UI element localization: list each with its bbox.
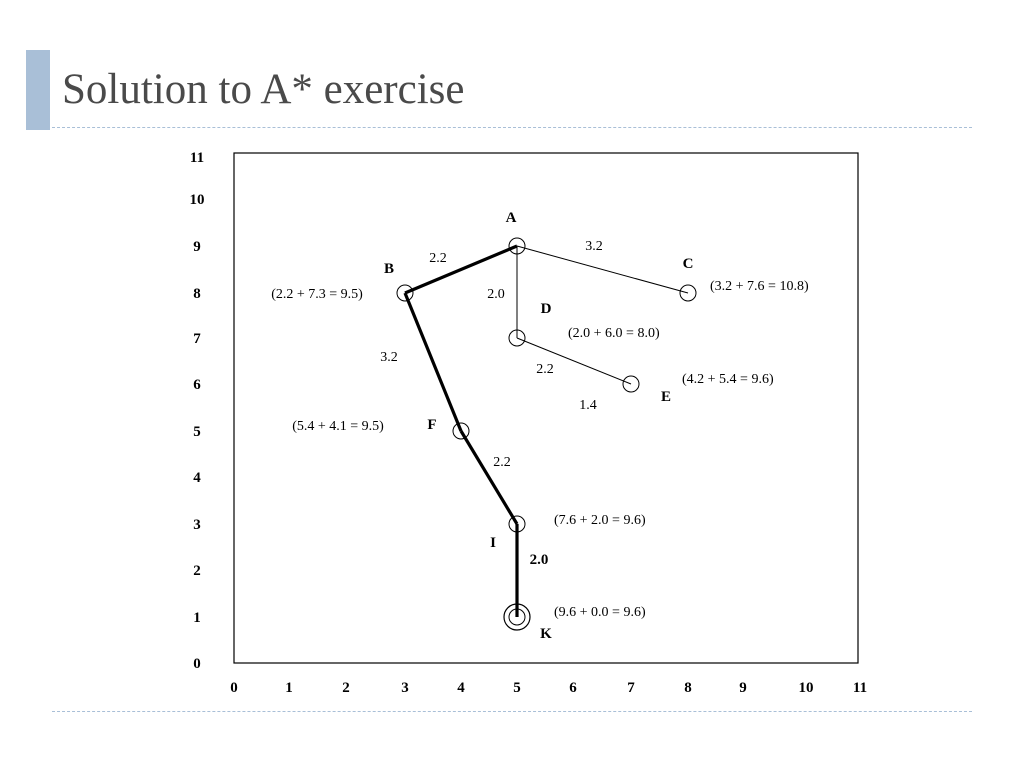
graph-nodes xyxy=(397,238,696,630)
node-label-C: C xyxy=(682,256,694,272)
y-tick-label: 4 xyxy=(193,470,201,486)
x-tick-label: 8 xyxy=(684,680,692,696)
x-tick-label: 1 xyxy=(285,680,293,696)
x-tick-label: 6 xyxy=(569,680,577,696)
y-tick-label: 8 xyxy=(193,286,201,302)
y-axis-ticks xyxy=(190,150,205,672)
edge-F-I-solution-path xyxy=(461,431,517,524)
x-tick-label: 9 xyxy=(739,680,747,696)
y-tick-label: 3 xyxy=(193,517,201,533)
edge-A-B-solution-path xyxy=(405,246,517,293)
extra-cost-labels xyxy=(579,398,597,413)
y-tick-label: 7 xyxy=(193,331,201,347)
edge-B-F-solution-path xyxy=(405,293,461,431)
plot-frame xyxy=(234,153,858,663)
y-tick-label: 11 xyxy=(189,150,205,166)
x-tick-label: 3 xyxy=(401,680,409,696)
edge-cost-A-D: 2.0 xyxy=(487,287,505,302)
edge-cost-A-B: 2.2 xyxy=(429,251,447,266)
edge-cost-D-E: 2.2 xyxy=(536,362,554,377)
f-value-K: (9.6 + 0.0 = 9.6) xyxy=(554,605,646,620)
x-axis-ticks xyxy=(230,680,867,696)
y-tick-label: 0 xyxy=(193,656,201,672)
node-label-I: I xyxy=(490,535,496,551)
x-tick-label: 10 xyxy=(798,680,814,696)
node-label-K: K xyxy=(540,626,552,642)
f-value-C: (3.2 + 7.6 = 10.8) xyxy=(710,279,809,294)
extra-cost-label: 1.4 xyxy=(579,398,597,413)
y-tick-label: 9 xyxy=(193,239,201,255)
f-value-D: (2.0 + 6.0 = 8.0) xyxy=(568,326,660,341)
node-label-D: D xyxy=(540,301,552,317)
x-tick-label: 11 xyxy=(852,680,868,696)
x-tick-label: 2 xyxy=(342,680,350,696)
f-value-F: (5.4 + 4.1 = 9.5) xyxy=(292,419,384,434)
y-tick-label: 1 xyxy=(193,610,201,626)
node-name-labels xyxy=(384,210,693,642)
y-tick-label: 10 xyxy=(189,192,205,208)
x-tick-label: 0 xyxy=(230,680,238,696)
edge-cost-A-C: 3.2 xyxy=(585,239,603,254)
node-label-E: E xyxy=(660,389,672,405)
f-value-B: (2.2 + 7.3 = 9.5) xyxy=(271,287,363,302)
f-value-I: (7.6 + 2.0 = 9.6) xyxy=(554,513,646,528)
edge-cost-F-I: 2.2 xyxy=(493,455,511,470)
node-label-F: F xyxy=(427,417,437,433)
y-tick-label: 6 xyxy=(193,377,201,393)
x-tick-label: 5 xyxy=(513,680,521,696)
edge-cost-I-K: 2.0 xyxy=(529,552,549,568)
node-label-B: B xyxy=(383,261,395,277)
node-label-A: A xyxy=(505,210,517,226)
edge-cost-B-F: 3.2 xyxy=(380,350,398,365)
y-tick-label: 2 xyxy=(193,563,201,579)
node-f-value-labels xyxy=(271,279,809,620)
f-value-E: (4.2 + 5.4 = 9.6) xyxy=(682,372,774,387)
slide-title: Solution to A* exercise xyxy=(62,66,465,113)
edge-D-E xyxy=(517,338,631,384)
y-tick-label: 5 xyxy=(193,424,201,440)
x-tick-label: 7 xyxy=(627,680,635,696)
x-tick-label: 4 xyxy=(457,680,465,696)
